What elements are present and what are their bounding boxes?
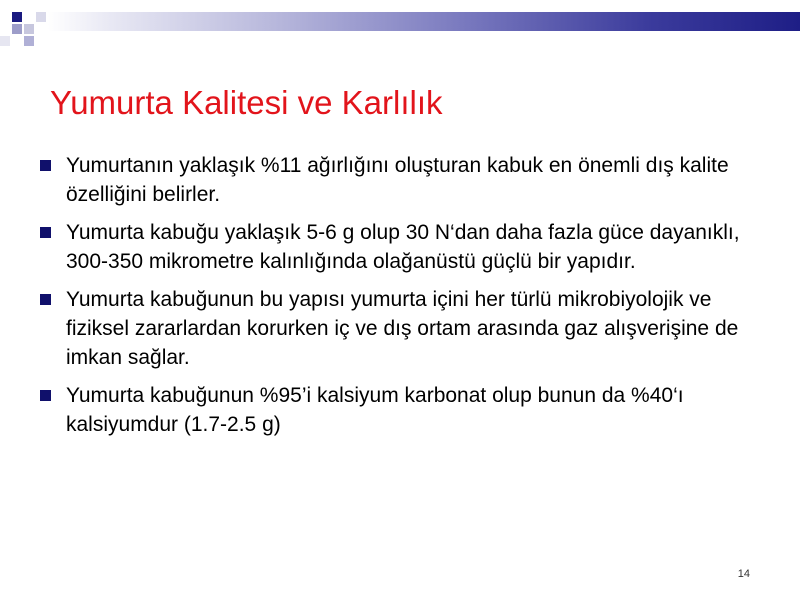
decorative-square (36, 12, 46, 22)
bullet-text: Yumurtanın yaklaşık %11 ağırlığını oluşturan kabuk en önemli dış kalite özelliğini belirler. (66, 154, 729, 206)
square-bullet-icon (40, 390, 51, 401)
square-bullet-icon (40, 227, 51, 238)
header-gradient-band (48, 12, 800, 31)
decorative-square (12, 24, 22, 34)
decorative-square (12, 12, 22, 22)
decorative-square (24, 36, 34, 46)
slide-title: Yumurta Kalitesi ve Karlılık (50, 84, 443, 121)
list-item (38, 218, 778, 276)
decorative-square (0, 36, 10, 46)
list-item (38, 151, 778, 209)
list-item (38, 381, 778, 439)
bullet-text: Yumurta kabuğu yaklaşık 5-6 g olup 30 N‘dan daha fazla güce dayanıklı, 300-350 mikrometre kalınlığında olağanüstü güçlü bir yapıdır. (66, 221, 740, 273)
page-number: 14 (737, 568, 750, 580)
bullet-text: Yumurta kabuğunun bu yapısı yumurta içini her türlü mikrobiyolojik ve fiziksel zararlardan korurken iç ve dış ortam arasında gaz alışverişine de imkan sağlar. (66, 288, 739, 369)
bullet-list (38, 151, 778, 448)
list-item (38, 285, 778, 372)
square-bullet-icon (40, 160, 51, 171)
bullet-text: Yumurta kabuğunun %95’i kalsiyum karbonat olup bunun da %40‘ı kalsiyumdur (1.7-2.5 g) (66, 384, 684, 436)
decorative-square (24, 24, 34, 34)
square-bullet-icon (40, 294, 51, 305)
